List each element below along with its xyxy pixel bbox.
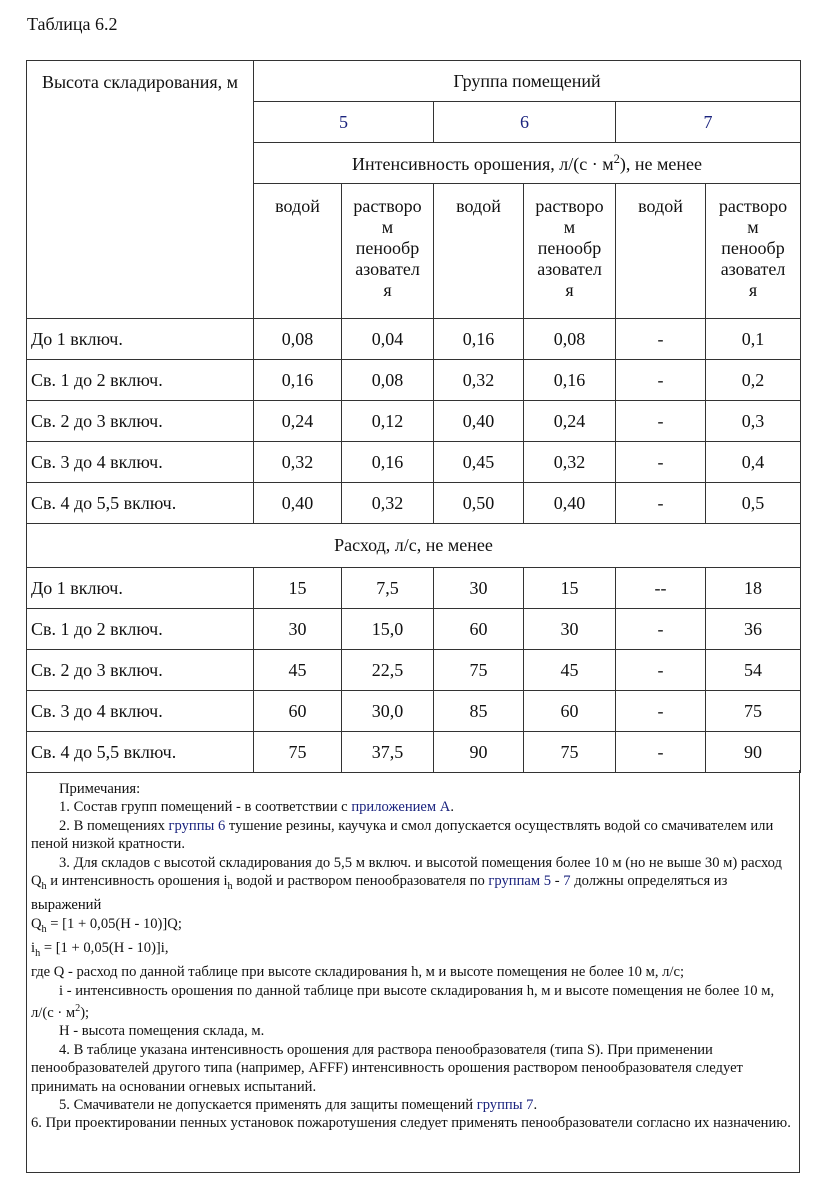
value-cell: - (616, 401, 706, 442)
value-cell: 0,04 (342, 319, 434, 360)
note-6: 6. При проектировании пенных установок пожаротушения следует применять пенообразователи согласно их назначению. (31, 1115, 791, 1132)
note-5: 5. Смачиватели не допускается применять для защиты помещений группы 7. (59, 1097, 538, 1114)
group-header: Группа помещений (254, 61, 801, 102)
value-cell: 0,1 (706, 319, 801, 360)
value-cell: 0,12 (342, 401, 434, 442)
value-cell: 60 (254, 691, 342, 732)
value-cell: -- (616, 568, 706, 609)
value-cell: 30 (254, 609, 342, 650)
foam-subheader: растворо м пенообр азовател я (342, 184, 434, 319)
note-3: 3. Для складов с высотой складирования до 5,5 м включ. и высотой помещения более 10 м (но не выше 30 м) расход $Q_h$ и интенсивность орошения $i_h$ водой и раствором пенообразователя по группам 5 - 7 должны определяться из выражений (31, 854, 782, 914)
value-cell: 60 (434, 609, 524, 650)
value-cell: - (616, 319, 706, 360)
value-cell: 90 (706, 732, 801, 773)
flow-header: Расход, л/с, не менее (27, 524, 801, 568)
value-cell: 0,40 (524, 483, 616, 524)
value-cell: 22,5 (342, 650, 434, 691)
row-label: Св. 3 до 4 включ. (27, 691, 254, 732)
value-cell: 18 (706, 568, 801, 609)
table-row (27, 732, 801, 773)
table-caption: Таблица 6.2 (27, 14, 118, 34)
notes-block (26, 770, 800, 1173)
intensity-body (27, 319, 801, 524)
value-cell: 0,16 (254, 360, 342, 401)
table-row (27, 319, 801, 360)
value-cell: 0,24 (524, 401, 616, 442)
sprinkler-intensity-table (26, 60, 801, 773)
value-cell: - (616, 650, 706, 691)
value-cell: 37,5 (342, 732, 434, 773)
value-cell: 75 (254, 732, 342, 773)
value-cell: 0,16 (342, 442, 434, 483)
value-cell: - (616, 609, 706, 650)
row-label: Св. 2 до 3 включ. (27, 650, 254, 691)
formula-q: $Q_h = [1 + 0,05(H - 10)]Q$; (31, 915, 182, 935)
group-7-header[interactable]: 7 (616, 102, 801, 143)
value-cell: 0,40 (434, 401, 524, 442)
intensity-header: Интенсивность орошения, $л/(с \cdot м^2)$, не менее (254, 143, 801, 184)
value-cell: 0,16 (524, 360, 616, 401)
row-label: Св. 4 до 5,5 включ. (27, 483, 254, 524)
value-cell: 0,4 (706, 442, 801, 483)
table-row (27, 401, 801, 442)
value-cell: 0,24 (254, 401, 342, 442)
value-cell: 15 (524, 568, 616, 609)
row-label: До 1 включ. (27, 319, 254, 360)
table-row (27, 483, 801, 524)
value-cell: 0,45 (434, 442, 524, 483)
notes-title: Примечания: (59, 781, 141, 797)
foam-subheader: растворо м пенообр азовател я (706, 184, 801, 319)
value-cell: 0,32 (254, 442, 342, 483)
value-cell: 30 (524, 609, 616, 650)
row-label: Св. 3 до 4 включ. (27, 442, 254, 483)
value-cell: 75 (434, 650, 524, 691)
table-row (27, 442, 801, 483)
value-cell: 0,08 (342, 360, 434, 401)
value-cell: 75 (706, 691, 801, 732)
value-cell: 36 (706, 609, 801, 650)
value-cell: 0,2 (706, 360, 801, 401)
value-cell: 90 (434, 732, 524, 773)
table-row (27, 360, 801, 401)
table-row (27, 691, 801, 732)
value-cell: 0,40 (254, 483, 342, 524)
value-cell: 45 (524, 650, 616, 691)
value-cell: - (616, 732, 706, 773)
note-1: 1. Состав групп помещений - в соответствии с приложением А. (59, 799, 454, 816)
value-cell: - (616, 691, 706, 732)
table-row (27, 609, 801, 650)
group-6-link[interactable]: группы 6 (168, 817, 226, 834)
row-label: До 1 включ. (27, 568, 254, 609)
flow-body (27, 568, 801, 773)
note-4: 4. В таблице указана интенсивность орошения для раствора пенообразователя (типа S). При применении пенообразователей другого типа (например, AFFF) интенсивность орошения раствором пенообразователя следует принимать на основании огневых испытаний. (31, 1041, 743, 1095)
table-row (27, 568, 801, 609)
groups-5-link[interactable]: группам 5 (488, 873, 552, 890)
group-7-link-a[interactable]: 7 (563, 873, 571, 890)
value-cell: 75 (524, 732, 616, 773)
value-cell: - (616, 442, 706, 483)
water-subheader: водой (616, 184, 706, 319)
value-cell: 85 (434, 691, 524, 732)
value-cell: 0,50 (434, 483, 524, 524)
value-cell: 60 (524, 691, 616, 732)
value-cell: 0,32 (524, 442, 616, 483)
water-subheader: водой (434, 184, 524, 319)
group-6-header[interactable]: 6 (434, 102, 616, 143)
height-header: Высота складирования, м (27, 61, 254, 319)
value-cell: 0,08 (254, 319, 342, 360)
where-q: где Q - расход по данной таблице при высоте складирования h, м и высоте помещения не более 10 м, л/с; (31, 964, 685, 981)
value-cell: 0,08 (524, 319, 616, 360)
row-label: Св. 4 до 5,5 включ. (27, 732, 254, 773)
value-cell: 15,0 (342, 609, 434, 650)
value-cell: - (616, 360, 706, 401)
value-cell: 0,32 (342, 483, 434, 524)
table-row (27, 650, 801, 691)
value-cell: 30,0 (342, 691, 434, 732)
group-5-header[interactable]: 5 (254, 102, 434, 143)
value-cell: 7,5 (342, 568, 434, 609)
value-cell: 0,3 (706, 401, 801, 442)
group-7-link-b[interactable]: группы 7 (476, 1097, 534, 1114)
row-label: Св. 2 до 3 включ. (27, 401, 254, 442)
value-cell: 15 (254, 568, 342, 609)
appendix-a-link[interactable]: приложением А (351, 799, 451, 816)
note-2: 2. В помещениях группы 6 тушение резины, каучука и смол допускается осуществлять водой со смачивателем или пеной низкой кратности. (31, 817, 774, 853)
row-label: Св. 1 до 2 включ. (27, 360, 254, 401)
value-cell: - (616, 483, 706, 524)
value-cell: 0,32 (434, 360, 524, 401)
formula-i: $i_h = [1 + 0,05(H - 10)]i$, (31, 940, 169, 959)
where-h: Н - высота помещения склада, м. (59, 1023, 265, 1040)
row-label: Св. 1 до 2 включ. (27, 609, 254, 650)
water-subheader: водой (254, 184, 342, 319)
value-cell: 0,5 (706, 483, 801, 524)
value-cell: 30 (434, 568, 524, 609)
value-cell: 54 (706, 650, 801, 691)
value-cell: 0,16 (434, 319, 524, 360)
where-i: i - интенсивность орошения по данной таблице при высоте складирования h, м и высоте помещения не более 10 м, $л/(с \cdot м^2)$; (31, 982, 775, 1022)
value-cell: 45 (254, 650, 342, 691)
foam-subheader: растворо м пенообр азовател я (524, 184, 616, 319)
